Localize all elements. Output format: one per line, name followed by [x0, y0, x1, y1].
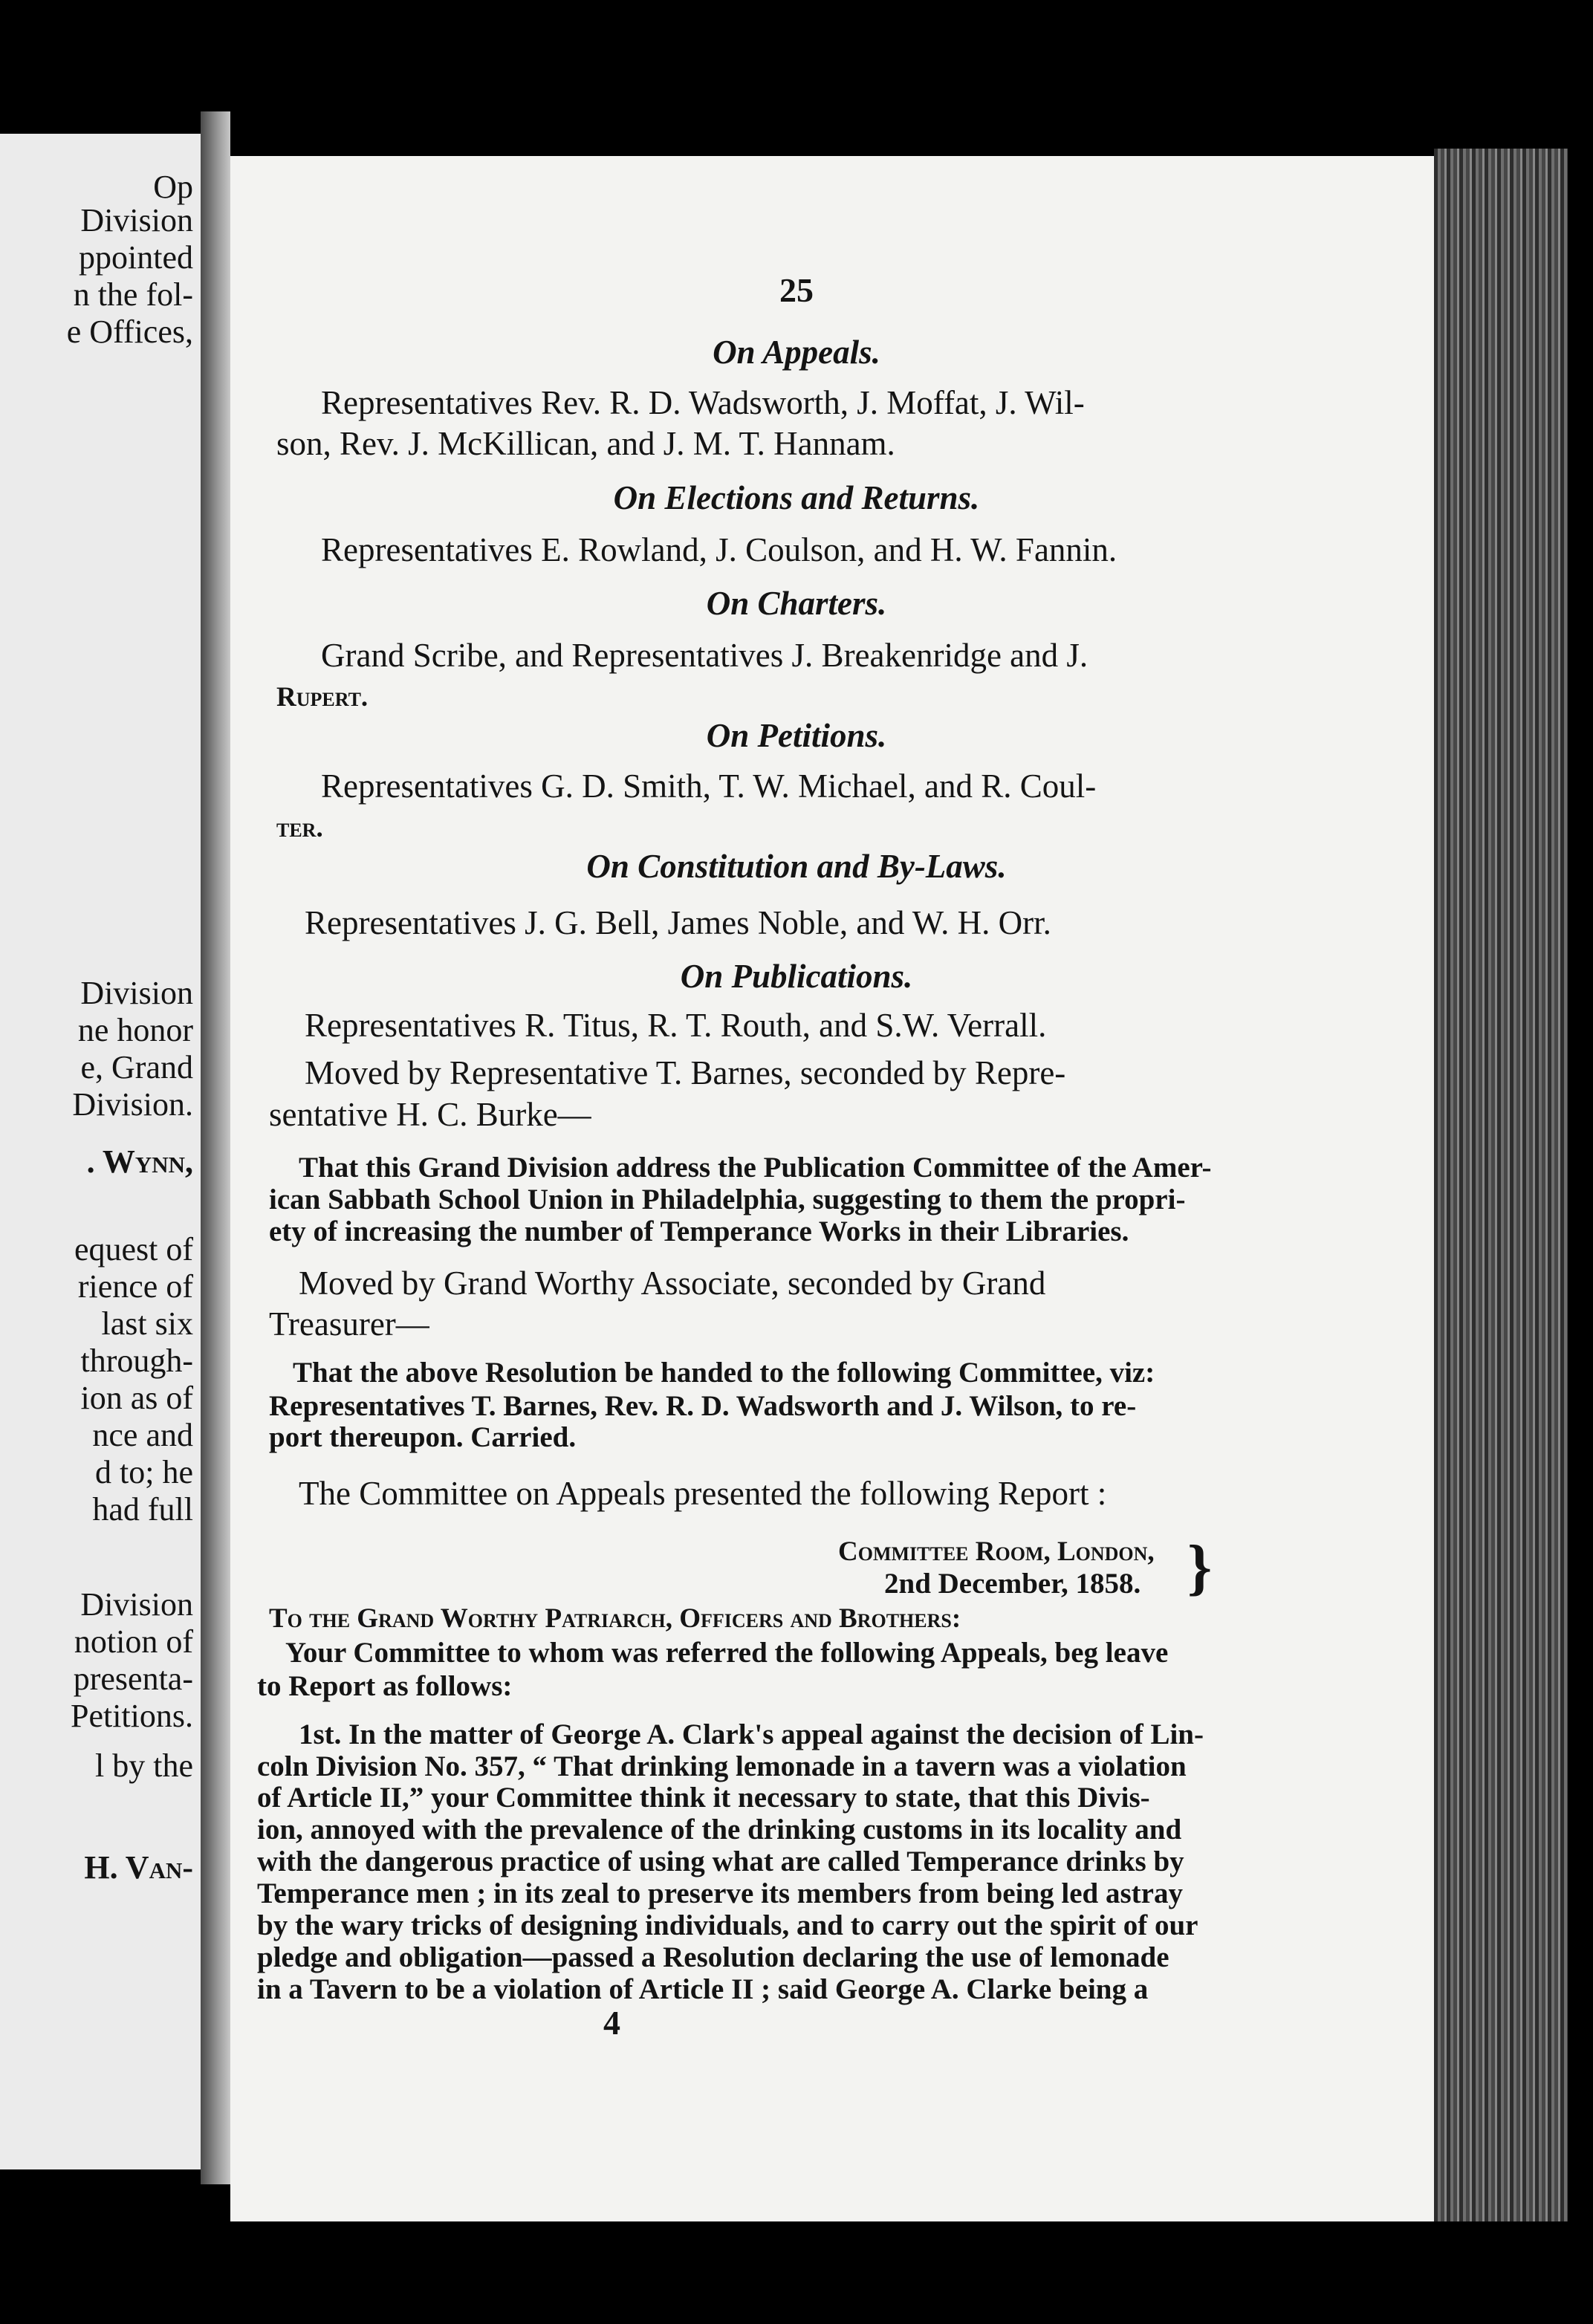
left-text-line: e, Grand — [80, 1049, 193, 1085]
committee-intro: The Committee on Appeals presented the following Report : — [299, 1475, 1107, 1512]
resolution-line: ican Sabbath School Union in Philadelphia, suggesting to them the propri- — [269, 1184, 1186, 1215]
report-line: 1st. In the matter of George A. Clark's appeal against the decision of Lin- — [299, 1718, 1204, 1750]
left-text-line: last six — [101, 1305, 193, 1342]
section-heading: On Petitions. — [706, 717, 887, 754]
dateline: 2nd December, 1858. — [884, 1568, 1141, 1600]
report-line: of Article II,” your Committee think it necessary to state, that this Divis- — [257, 1782, 1150, 1814]
left-text-line: equest of — [74, 1231, 193, 1268]
page-number: 25 — [779, 271, 814, 309]
report-line: pledge and obligation—passed a Resolution declaring the use of lemonade — [257, 1941, 1169, 1973]
section-heading: On Publications. — [680, 958, 913, 995]
resolution-line: Representatives T. Barnes, Rev. R. D. Wadsworth and J. Wilson, to re- — [269, 1390, 1137, 1422]
text-line: Representatives R. Titus, R. T. Routh, and S.W. Verrall. — [305, 1007, 1047, 1044]
left-text-line: d to; he — [95, 1454, 193, 1490]
text-line: ter. — [276, 813, 323, 843]
motion-line: Moved by Grand Worthy Associate, seconded by Grand — [299, 1265, 1046, 1302]
resolution-line: ety of increasing the number of Temperance Works in their Libraries. — [269, 1215, 1129, 1247]
left-text-line: ne honor — [77, 1012, 193, 1048]
motion-line: sentative H. C. Burke— — [269, 1096, 591, 1133]
text-line: Rupert. — [276, 682, 369, 713]
report-line: in a Tavern to be a violation of Article II ; said George A. Clarke being a — [257, 1973, 1149, 2005]
book-gutter — [201, 111, 230, 2184]
left-text-line: through- — [80, 1343, 193, 1379]
left-text-line: rience of — [77, 1268, 193, 1305]
left-text-line: Petitions. — [70, 1698, 193, 1734]
motion-line: Treasurer— — [269, 1305, 429, 1343]
text-line: Representatives G. D. Smith, T. W. Michael, and R. Coul- — [321, 767, 1097, 805]
report-line: Your Committee to whom was referred the following Appeals, beg leave — [285, 1637, 1169, 1669]
left-text-line: . Wynn, — [86, 1143, 193, 1180]
section-heading: On Elections and Returns. — [613, 479, 980, 516]
dateline: Committee Room, London, — [838, 1536, 1155, 1567]
text-line: Grand Scribe, and Representatives J. Breakenridge and J. — [321, 637, 1089, 674]
resolution-line: That the above Resolution be handed to the following Committee, viz: — [293, 1357, 1155, 1389]
left-text-line: Division. — [72, 1086, 193, 1123]
left-page — [0, 134, 201, 2169]
left-text-line: nce and — [92, 1417, 193, 1453]
left-text-line: ion as of — [80, 1380, 193, 1416]
left-text-line: Op — [153, 169, 193, 205]
text-line: Representatives J. G. Bell, James Noble, and W. H. Orr. — [305, 904, 1051, 941]
signature-mark: 4 — [603, 2004, 620, 2042]
left-text-line: e Offices, — [66, 314, 193, 350]
section-heading: On Constitution and By-Laws. — [586, 848, 1007, 885]
page-edges — [1434, 149, 1568, 2221]
left-text-line: ppointed — [79, 239, 193, 276]
text-line: Representatives E. Rowland, J. Coulson, and H. W. Fannin. — [321, 531, 1117, 568]
left-text-line: Division — [80, 202, 193, 238]
motion-line: Moved by Representative T. Barnes, seconded by Repre- — [305, 1054, 1066, 1091]
report-line: to Report as follows: — [257, 1670, 513, 1702]
left-text-line: l by the — [95, 1747, 193, 1784]
report-line: ion, annoyed with the prevalence of the drinking customs in its locality and — [257, 1814, 1182, 1846]
left-text-line: Division — [80, 1586, 193, 1623]
report-line: Temperance men ; in its zeal to preserve its members from being led astray — [257, 1877, 1183, 1909]
report-line: coln Division No. 357, “ That drinking lemonade in a tavern was a violation — [257, 1750, 1187, 1782]
report-line: with the dangerous practice of using what are called Temperance drinks by — [257, 1846, 1184, 1877]
left-text-line: had full — [92, 1491, 193, 1528]
left-text-line: notion of — [74, 1623, 193, 1660]
left-text-line: Division — [80, 975, 193, 1011]
resolution-line: port thereupon. Carried. — [269, 1421, 577, 1453]
section-heading: On Charters. — [706, 585, 887, 622]
section-heading: On Appeals. — [713, 334, 880, 371]
text-line: son, Rev. J. McKillican, and J. M. T. Hannam. — [276, 425, 895, 462]
report-line: by the wary tricks of designing individuals, and to carry out the spirit of our — [257, 1909, 1198, 1941]
address-line: To the Grand Worthy Patriarch, Officers and Brothers: — [269, 1603, 961, 1634]
left-text-line: H. Van- — [84, 1849, 193, 1886]
resolution-line: That this Grand Division address the Publication Committee of the Amer- — [299, 1152, 1212, 1184]
left-text-line: n the fol- — [73, 276, 193, 313]
text-line: Representatives Rev. R. D. Wadsworth, J. Moffat, J. Wil- — [321, 384, 1085, 421]
brace-mark: } — [1187, 1533, 1213, 1602]
left-text-line: presenta- — [73, 1661, 193, 1697]
